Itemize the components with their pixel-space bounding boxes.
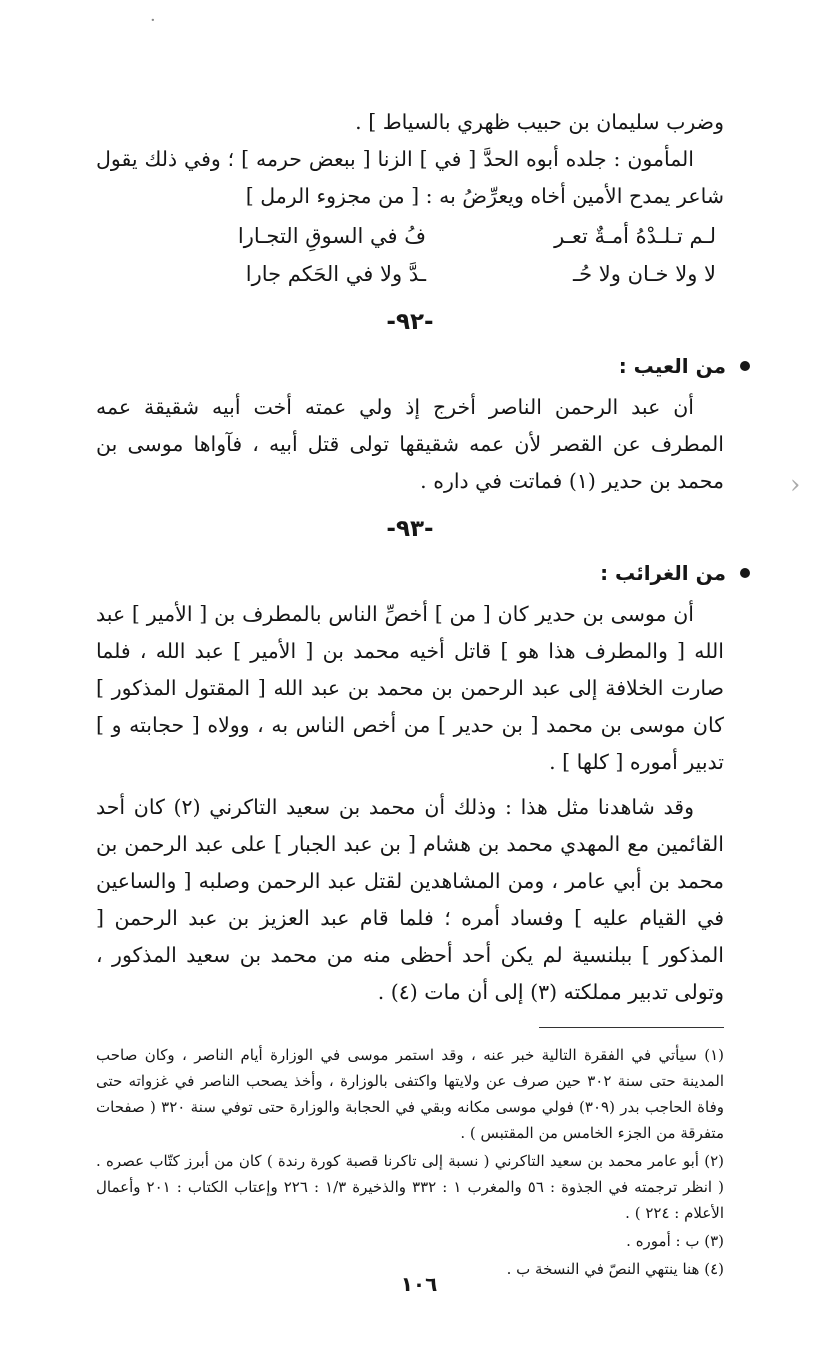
verse-second-hemistich: ـدَّ ولا في الحَكم جارا: [245, 262, 426, 286]
section-number-93: -٩٣-: [386, 516, 434, 542]
paragraph-mamun: المأمون : جلده أبوه الحدَّ [ في ] الزنا [ ببعض حرمه ] ؛ وفي ذلك يقول شاعر يمدح الأمين أخاه ويعرِّضُ به : [ من مجزوء الرمل ]: [96, 147, 724, 208]
footnote-1: (١) سيأتي في الفقرة التالية خبر عنه ، وقد استمر موسى في الوزارة أيام الناصر ، وكان صاحب المدينة حتى سنة ٣٠٢ حين صرف عن ولايتها واكتفى بالوزارة ، وأخذ يصحب الناصر في غزواته حتى وفاة الحاجب بدر (٣٠٩) فولي موسى مكانه وبقي في الحجابة والوزارة حتى توفي سنة ٣٢٠ ( صفحات متفرقة من الجزء الخامس من المقتبس ) .: [96, 1046, 724, 1142]
heading-text: من الغرائب :: [600, 561, 726, 585]
footnote-3: (٣) ب : أموره .: [626, 1232, 724, 1250]
poem: [96, 217, 724, 293]
footnote-4: (٤) هنا ينتهي النصّ في النسخة ب .: [506, 1260, 724, 1278]
verse-first-hemistich: لـم تـلـدْهُ أمـةٌ تعـر: [554, 224, 716, 248]
bullet-icon: [740, 568, 750, 578]
heading-text: من العيب :: [618, 354, 726, 378]
paragraph-92: أن عبد الرحمن الناصر أخرج إذ ولي عمته أخت أبيه شقيقة عمه المطرف عن القصر لأن عمه شقيقها تولى قتل أبيه ، فآواها موسى بن محمد بن حدير (١) فماتت في داره .: [96, 395, 724, 493]
section-heading-93: [96, 556, 724, 590]
poem-verse: [156, 217, 716, 255]
page-number: ١٠٦: [400, 1272, 438, 1296]
paragraph-93-first: أن موسى بن حدير كان [ من ] أخصِّ الناس بالمطرف بن [ الأمير ] عبد الله [ والمطرف هذا هو ] قاتل أخيه محمد بن [ الأمير ] عبد الله ، فلما صارت الخلافة إلى عبد الرحمن بن محمد بن عبد الله [ المقتول المذكور ] كان موسى بن محمد [ بن حدير ] من أخص الناس به ، وولاه [ حجابته و ] تدبير أموره [ كلها ] .: [96, 602, 724, 774]
poem-verse: [156, 255, 716, 293]
section-number-92: -٩٢-: [386, 309, 434, 335]
paragraph-continuation: وضرب سليمان بن حبيب ظهري بالسياط ] .: [355, 110, 724, 134]
scan-dot-mark: ·: [150, 10, 156, 31]
footnote-divider: [539, 1027, 724, 1028]
page-body: [96, 104, 724, 1284]
scan-arrow-mark: ‹: [790, 470, 801, 500]
verse-second-hemistich: فُ في السوقِ التجـارا: [237, 224, 426, 248]
bullet-icon: [740, 361, 750, 371]
footnote-2: (٢) أبو عامر محمد بن سعيد التاكرني ( نسبة إلى تاكرنا قصبة كورة رندة ) كان من أبرز كتّاب عصره . ( انظر ترجمته في الجذوة : ٥٦ والمغرب ١ : ٣٣٢ والذخيرة ١/٣ : ٢٢٦ وإعتاب الكتاب : ٢٠١ وأعمال الأعلام : ٢٢٤ ) .: [96, 1152, 724, 1222]
paragraph-93-second: وقد شاهدنا مثل هذا : وذلك أن محمد بن سعيد التاكرني (٢) كان أحد القائمين مع المهدي محمد بن هشام [ بن عبد الجبار ] على عبد الرحمن بن محمد بن أبي عامر ، ومن المشاهدين لقتل عبد الرحمن وصلبه [ والساعين في القيام عليه ] وفساد أمره ؛ فلما قام عبد العزيز بن عبد الرحمن [ المذكور ] ببلنسية لم يكن أحد أحظى منه من محمد بن سعيد المذكور ، وتولى تدبير مملكته (٣) إلى أن مات (٤) .: [96, 795, 724, 1004]
section-heading-92: [96, 349, 724, 383]
footnotes: [96, 1027, 724, 1282]
verse-first-hemistich: لا ولا خـان ولا حُـ: [572, 262, 716, 286]
